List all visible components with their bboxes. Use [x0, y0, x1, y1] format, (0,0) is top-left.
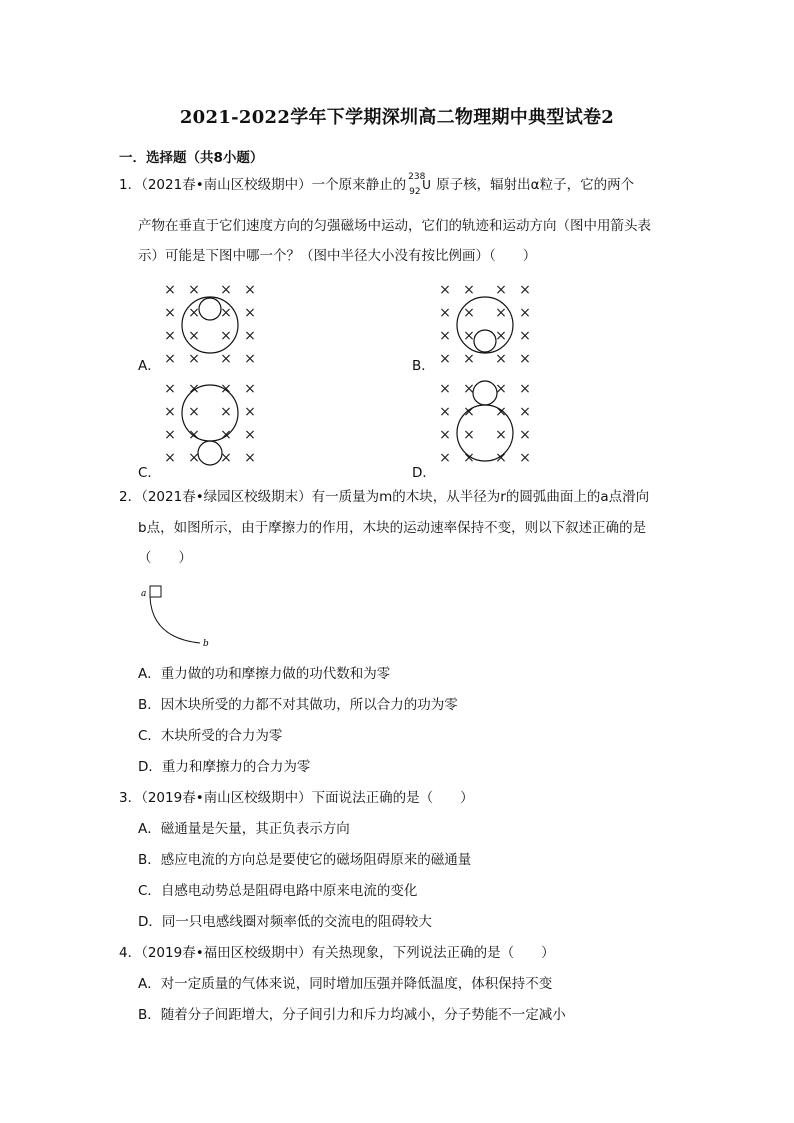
- option-b-field-cross: ×: [439, 305, 451, 321]
- option-d-field-cross: ×: [439, 427, 451, 443]
- q3-option-c: C．自感电动势总是阻碍电路中原来电流的变化: [138, 883, 418, 899]
- option-a-field-cross: ×: [220, 351, 232, 367]
- option-a-field-cross: ×: [188, 328, 200, 344]
- option-d-field-cross: ×: [519, 450, 531, 466]
- q2-option-c: C．木块所受的合力为零: [138, 728, 283, 744]
- option-c-field-cross: ×: [244, 427, 256, 443]
- option-d-field-cross: ×: [439, 381, 451, 397]
- wooden-block: [150, 586, 161, 597]
- q2-line3: （ ）: [138, 550, 192, 566]
- option-c-field-cross: ×: [164, 450, 176, 466]
- option-a-field-cross: ×: [220, 282, 232, 298]
- option-d-field-cross: ×: [519, 404, 531, 420]
- option-b-field-cross: ×: [495, 328, 507, 344]
- q3-stem: 3．（2019春•南山区校级期中）下面说法正确的是（ ）: [119, 790, 474, 806]
- option-a-field-cross: ×: [244, 282, 256, 298]
- option-d-field-cross: ×: [439, 404, 451, 420]
- q3-option-a: A．磁通量是矢量，其正负表示方向: [138, 821, 350, 837]
- option-a-field-cross: ×: [188, 351, 200, 367]
- q2-arc-diagram: [138, 580, 228, 655]
- option-a-field-cross: ×: [244, 305, 256, 321]
- q1-line2: 产物在垂直于它们速度方向的匀强磁场中运动，它们的轨迹和运动方向（图中用箭头表: [138, 218, 651, 234]
- option-b-field-cross: ×: [495, 351, 507, 367]
- q4-option-b: B．随着分子间距增大，分子间引力和斥力均减小，分子势能不一定减小: [138, 1007, 566, 1023]
- option-b-field-cross: ×: [439, 328, 451, 344]
- option-b-field-cross: ×: [439, 282, 451, 298]
- option-b-field-cross: ×: [463, 305, 475, 321]
- option-d-label: D．: [412, 465, 436, 481]
- option-d-field-cross: ×: [463, 381, 475, 397]
- option-a-label: A．: [138, 358, 161, 374]
- q2-option-d: D．重力和摩擦力的合力为零: [138, 759, 311, 775]
- option-d-field-cross: ×: [439, 450, 451, 466]
- option-c-field-cross: ×: [188, 450, 200, 466]
- option-d-field-cross: ×: [463, 450, 475, 466]
- option-c-small-circle: [198, 441, 222, 465]
- option-c-field-cross: ×: [164, 427, 176, 443]
- q4-option-a: A．对一定质量的气体来说，同时增加压强并降低温度，体积保持不变: [138, 976, 553, 992]
- option-a-large-circle: [182, 297, 238, 353]
- option-d-field-cross: ×: [463, 427, 475, 443]
- option-d-field-cross: ×: [495, 427, 507, 443]
- arc-surface: [150, 597, 200, 643]
- q1-line1: [119, 172, 635, 197]
- option-b-field-cross: ×: [463, 282, 475, 298]
- q1-suffix: 原子核，辐射出α粒子，它的两个: [436, 177, 635, 193]
- option-c-field-cross: ×: [164, 381, 176, 397]
- option-a-field-cross: ×: [188, 282, 200, 298]
- option-b-field-cross: ×: [463, 351, 475, 367]
- q2-option-a: A．重力做的功和摩擦力做的功代数和为零: [138, 666, 391, 682]
- option-c-field-cross: ×: [188, 404, 200, 420]
- option-b-small-circle: [474, 330, 496, 352]
- q2-line1: 2．（2021春•绿园区校级期末）有一质量为m的木块，从半径为r的圆弧曲面上的a点滑向: [119, 489, 650, 505]
- option-b-field-cross: ×: [519, 305, 531, 321]
- nuclide-atomic-number: 92: [409, 187, 421, 197]
- option-d-field-cross: ×: [495, 404, 507, 420]
- option-c-field-cross: ×: [244, 404, 256, 420]
- option-c-label: C．: [138, 465, 161, 481]
- q2-option-b: B．因木块所受的力都不对其做功，所以合力的功为零: [138, 697, 458, 713]
- uranium-nuclide: [406, 172, 436, 197]
- option-c-field-cross: ×: [164, 404, 176, 420]
- option-b-field-cross: ×: [439, 351, 451, 367]
- option-b-field-cross: ×: [519, 282, 531, 298]
- point-a-label: a: [141, 589, 147, 599]
- nuclide-symbol: U: [422, 178, 431, 192]
- option-c-field-cross: ×: [220, 381, 232, 397]
- option-b-field-cross: ×: [519, 328, 531, 344]
- option-a-field-cross: ×: [220, 305, 232, 321]
- option-a-field-cross: ×: [164, 351, 176, 367]
- option-b-large-circle: [457, 297, 513, 353]
- q4-stem: 4．（2019春•福田区校级期中）有关热现象，下列说法正确的是（ ）: [119, 945, 555, 961]
- page-title: 2021-2022学年下学期深圳高二物理期中典型试卷2: [179, 107, 615, 128]
- option-a-field-cross: ×: [164, 305, 176, 321]
- option-a-field-cross: ×: [164, 282, 176, 298]
- option-b-field-cross: ×: [519, 351, 531, 367]
- nuclide-mass-number: 238: [408, 172, 426, 182]
- option-a-field-cross: ×: [164, 328, 176, 344]
- q1-diagrams: [0, 278, 794, 478]
- option-d-field-cross: ×: [463, 404, 475, 420]
- option-a-small-circle: [199, 298, 221, 320]
- option-c-field-cross: ×: [188, 381, 200, 397]
- section-heading: 一．选择题（共8小题）: [119, 150, 264, 166]
- option-d-field-cross: ×: [519, 381, 531, 397]
- q3-option-d: D．同一只电感线圈对频率低的交流电的阻碍较大: [138, 914, 432, 930]
- q3-option-b: B．感应电流的方向总是要使它的磁场阻碍原来的磁通量: [138, 852, 472, 868]
- option-b-field-cross: ×: [463, 328, 475, 344]
- option-d-field-cross: ×: [495, 381, 507, 397]
- q2-line2: b点，如图所示，由于摩擦力的作用，木块的运动速率保持不变，则以下叙述正确的是: [138, 520, 647, 536]
- option-a-field-cross: ×: [220, 328, 232, 344]
- option-b-label: B．: [412, 358, 435, 374]
- option-d-small-circle: [473, 381, 497, 405]
- option-c-field-cross: ×: [220, 427, 232, 443]
- option-b-field-cross: ×: [495, 305, 507, 321]
- q1-prefix: 1．（2021春•南山区校级期中）一个原来静止的: [119, 177, 407, 193]
- option-a-field-cross: ×: [244, 351, 256, 367]
- option-a-field-cross: ×: [244, 328, 256, 344]
- option-a-field-cross: ×: [188, 305, 200, 321]
- option-d-field-cross: ×: [519, 427, 531, 443]
- option-c-field-cross: ×: [220, 404, 232, 420]
- option-c-field-cross: ×: [244, 381, 256, 397]
- point-b-label: b: [203, 639, 209, 649]
- option-d-field-cross: ×: [495, 450, 507, 466]
- option-c-field-cross: ×: [188, 427, 200, 443]
- q1-line3: 示）可能是下图中哪一个？（图中半径大小没有按比例画）（ ）: [138, 248, 537, 264]
- option-b-field-cross: ×: [495, 282, 507, 298]
- option-c-field-cross: ×: [220, 450, 232, 466]
- option-c-field-cross: ×: [244, 450, 256, 466]
